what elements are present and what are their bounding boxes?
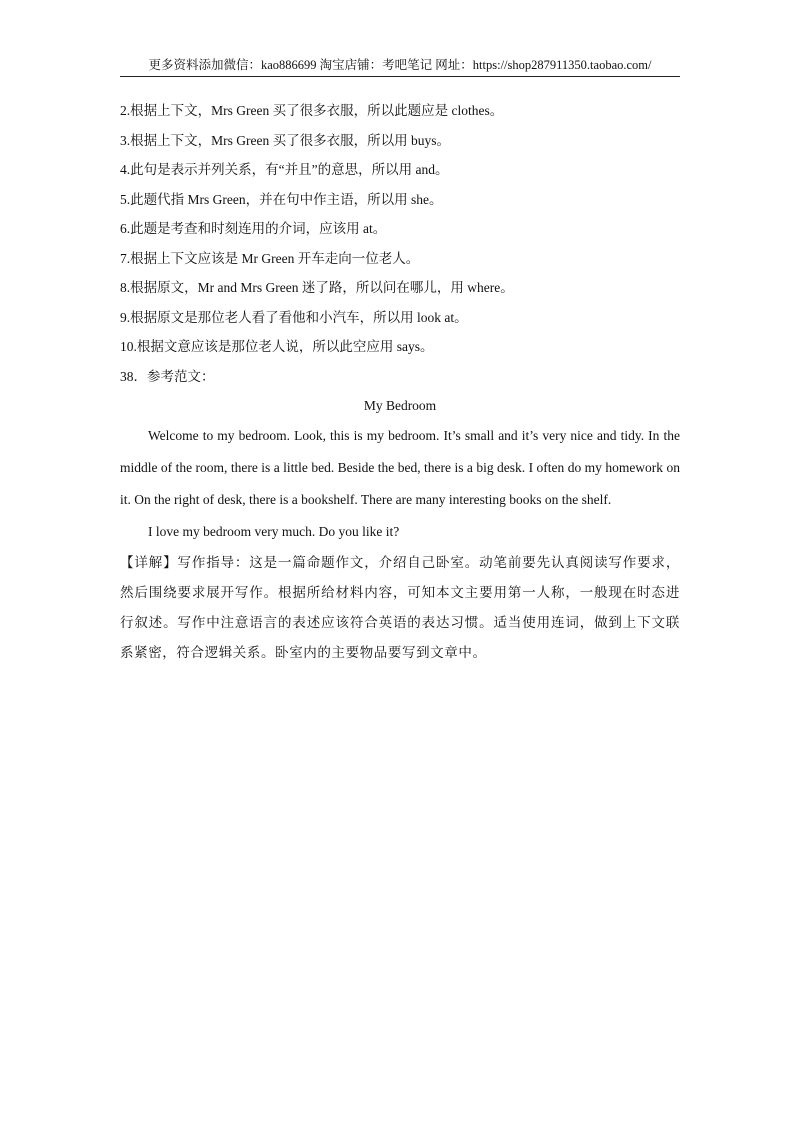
answer-item-8: 8.根据原文，Mr and Mrs Green 迷了路，所以问在哪儿，用 where。	[120, 280, 514, 295]
answer-item-2: 2.根据上下文，Mrs Green 买了很多衣服，所以此题应是 clothes。	[120, 103, 504, 118]
answer-item-10: 10.根据文意应该是那位老人说，所以此空应用 says。	[120, 339, 434, 354]
answer-item-5: 5.此题代指 Mrs Green，并在句中作主语，所以用 she。	[120, 191, 443, 207]
essay-paragraph-1: Welcome to my bedroom. Look, this is my bedroom. It’s small and it’s very nice and tidy. In the middle of the room, there is a little bed. Beside the bed, there is a big desk. I often do my homework on it. On the right of desk, there is a bookshelf. There are many interesting books on the shelf.	[120, 428, 680, 507]
answer-item-4: 4.此句是表示并列关系，有“并且”的意思，所以用 and。	[120, 162, 449, 177]
essay-paragraph-2: I love my bedroom very much. Do you like it?	[148, 524, 400, 539]
answer-item-9: 9.根据原文是那位老人看了看他和小汽车，所以用 look at。	[120, 309, 468, 325]
section-label: 38．参考范文：	[120, 368, 215, 384]
detail-explanation: 【详解】写作指导：这是一篇命题作文，介绍自己卧室。动笔前要先认真阅读写作要求，然后围绕要求展开写作。根据所给材料内容，可知本文主要用第一人称，一般现在时态进行叙述。写作中注意语言的表述应该符合英语的表达习惯。适当使用连词，做到上下文联系紧密，符合逻辑关系。卧室内的主要物品要写到文章中。	[120, 555, 680, 660]
document-body	[120, 96, 680, 668]
page-header	[120, 56, 680, 77]
header-text: 更多资料添加微信：kao886699 淘宝店铺：考吧笔记 网址：https://shop287911350.taobao.com/	[148, 58, 652, 72]
essay-title: My Bedroom	[363, 398, 437, 413]
answer-item-3: 3.根据上下文，Mrs Green 买了很多衣服，所以用 buys。	[120, 132, 450, 148]
answer-item-7: 7.根据上下文应该是 Mr Green 开车走向一位老人。	[120, 250, 420, 266]
answer-item-6: 6.此题是考查和时刻连用的介词，应该用 at。	[120, 221, 387, 236]
